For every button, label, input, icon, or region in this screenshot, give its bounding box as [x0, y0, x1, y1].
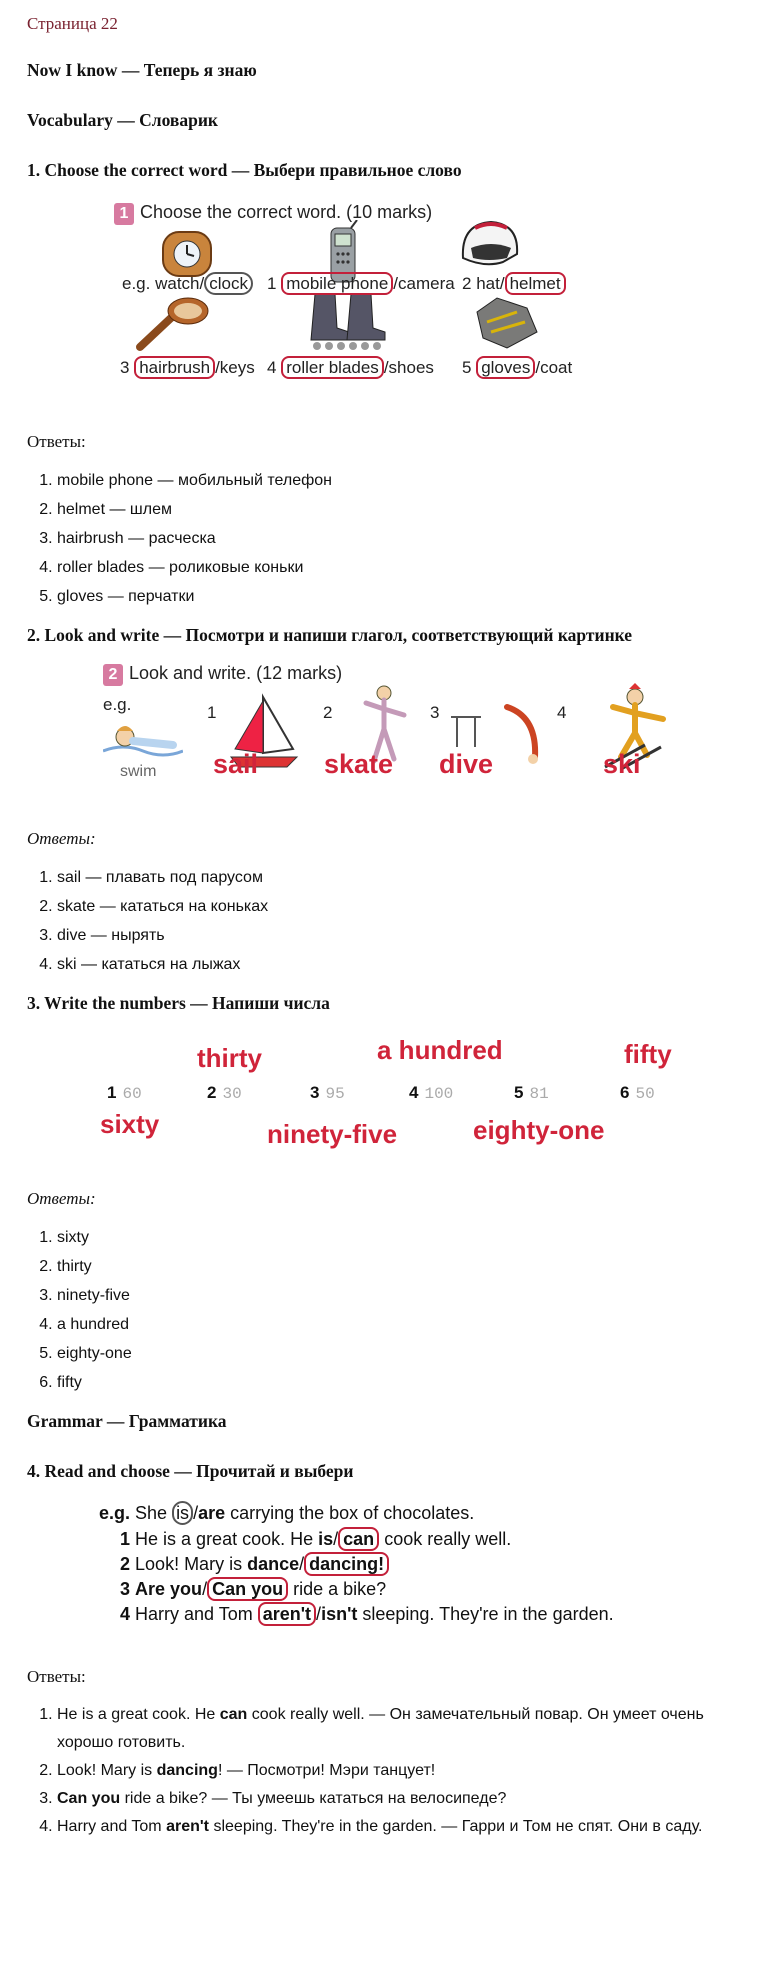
list-item: 4. a hundred [57, 1310, 784, 1339]
fig1-item-2-circled: helmet [505, 272, 566, 295]
fig1-item-4-circled: roller blades [281, 356, 384, 379]
fig4-line-3: 3 Are you/ Can you ride a bike? [120, 1579, 387, 1599]
fig3-answer-hundred: a hundred [377, 1035, 503, 1065]
fig1-eg: e.g. watch/ clock [122, 274, 253, 294]
fig4-line-2-circled: dancing! [304, 1552, 389, 1576]
heading-ex3: 3. Write the numbers — Напиши числа [27, 993, 330, 1013]
fig2-title-text: Look and write. (12 marks) [129, 663, 343, 683]
fig1-title [114, 202, 432, 225]
fig1-item-2: 2 hat/ helmet [462, 274, 566, 294]
fig1-item-3: 3 hairbrush /keys [120, 358, 255, 377]
list-item: 3. ninety-five [57, 1281, 784, 1310]
fig2-answer-2: skate [324, 749, 394, 779]
exercise-2-image [27, 663, 784, 811]
fig1-item-4: 4 roller blades /shoes [267, 358, 434, 377]
ex3-answer-list [27, 1223, 784, 1397]
fig3-num-4: 4 100 [409, 1083, 454, 1103]
fig1-item-3-circled: hairbrush [134, 356, 215, 379]
fig1-item-1: 1 mobile phone /camera [267, 274, 455, 293]
fig1-badge: 1 [114, 203, 134, 225]
fig2-eg: e.g. [103, 695, 132, 714]
exercise-3-image [27, 1031, 784, 1171]
fig2-num-1: 1 [207, 703, 217, 722]
list-item: 3. Can you ride a bike? — Ты умеешь кататься на велосипеде? [57, 1785, 757, 1813]
fig3-answer-ninety-five: ninety-five [267, 1119, 398, 1149]
fig3-num-6: 6 50 [620, 1083, 655, 1103]
roller-blades-picture [305, 290, 395, 352]
list-item: 2. Look! Mary is dancing! — Посмотри! Мэри танцует! [57, 1757, 757, 1785]
heading-vocabulary: Vocabulary — Словарик [27, 110, 219, 130]
list-item: 4. ski — кататься на лыжах [57, 950, 784, 979]
fig2-answer-1: sail [213, 749, 259, 779]
fig2-title [103, 663, 342, 686]
gloves-picture [467, 292, 547, 352]
fig2-num-4: 4 [557, 703, 567, 722]
hairbrush-picture [132, 293, 212, 353]
ex4-answer-list [27, 1701, 757, 1841]
fig4-line-3-circled: Can you [207, 1577, 288, 1601]
list-item: 4. Harry and Tom aren't sleeping. They're in the garden. — Гарри и Том не спят. Они в саду. [57, 1813, 757, 1841]
helmet-picture [455, 218, 525, 278]
fig3-answer-sixty: sixty [100, 1109, 160, 1139]
list-item: 5. gloves — перчатки [57, 582, 784, 611]
fig3-answer-eighty-one: eighty-one [473, 1115, 605, 1145]
heading-ex4: 4. Read and choose — Прочитай и выбери [27, 1461, 354, 1481]
fig2-swim: swim [120, 763, 157, 780]
list-item: 4. roller blades — роликовые коньки [57, 553, 784, 582]
list-item: 3. hairbrush — расческа [57, 524, 784, 553]
fig3-num-5: 5 81 [514, 1083, 549, 1103]
exercise-4-image [27, 1499, 784, 1649]
fig3-num-3: 3 95 [310, 1083, 345, 1103]
fig1-item-5: 5 gloves /coat [462, 358, 573, 377]
answers-label-4: Ответы: [27, 1667, 86, 1686]
list-item: 6. fifty [57, 1368, 784, 1397]
answers-label-2: Ответы: [27, 829, 96, 848]
fig4-line-1-circled: can [338, 1527, 379, 1551]
fig2-num-3: 3 [430, 703, 440, 722]
fig4-line-2: 2 Look! Mary is dance/ dancing! [120, 1554, 389, 1575]
swim-picture [103, 715, 183, 765]
ex2-answer-list [27, 863, 784, 979]
list-item: 1. sixty [57, 1223, 784, 1252]
fig4-line-4-circled: aren't [258, 1602, 316, 1626]
exercise-1-image [27, 198, 784, 414]
fig2-num-2: 2 [323, 703, 333, 722]
fig4-line-1: 1 He is a great cook. He is/ can cook really well. [120, 1529, 512, 1549]
fig4-eg-line: e.g. She is /are carrying the box of chocolates. [99, 1503, 475, 1523]
heading-ex2: 2. Look and write — Посмотри и напиши глагол, соответствующий картинке [27, 625, 633, 645]
fig4-eg-circled: is [172, 1501, 193, 1525]
list-item: 1. mobile phone — мобильный телефон [57, 466, 784, 495]
answers-label-3: Ответы: [27, 1189, 96, 1208]
fig1-eg-circled: clock [204, 272, 253, 295]
answers-label-1: Ответы: [27, 432, 86, 451]
fig3-answer-fifty: fifty [624, 1039, 672, 1069]
fig3-answer-thirty: thirty [197, 1043, 262, 1073]
heading-now-i-know: Now I know — Теперь я знаю [27, 60, 257, 80]
heading-ex1: 1. Choose the correct word — Выбери правильное слово [27, 160, 462, 180]
list-item: 3. dive — нырять [57, 921, 784, 950]
fig3-num-1: 1 60 [107, 1083, 142, 1103]
list-item: 2. thirty [57, 1252, 784, 1281]
heading-grammar: Grammar — Грамматика [27, 1411, 227, 1431]
fig2-badge: 2 [103, 664, 123, 686]
list-item: 2. helmet — шлем [57, 495, 784, 524]
fig1-title-text: Choose the correct word. (10 marks) [140, 202, 433, 222]
fig2-answer-4: ski [603, 749, 641, 779]
ex1-answer-list [27, 466, 784, 611]
list-item: 5. eighty-one [57, 1339, 784, 1368]
fig4-line-4: 4 Harry and Tom aren't /isn't sleeping. They're in the garden. [120, 1604, 614, 1624]
list-item: 1. He is a great cook. He can cook really well. — Он замечательный повар. Он умеет очень хорошо готовить. [57, 1701, 757, 1757]
fig3-num-2: 2 30 [207, 1083, 242, 1103]
fig2-answer-3: dive [439, 749, 494, 779]
fig1-item-1-circled: mobile phone [281, 272, 393, 295]
fig1-item-5-circled: gloves [476, 356, 535, 379]
list-item: 2. skate — кататься на коньках [57, 892, 784, 921]
breadcrumb[interactable]: Страница 22 [27, 14, 118, 33]
list-item: 1. sail — плавать под парусом [57, 863, 784, 892]
